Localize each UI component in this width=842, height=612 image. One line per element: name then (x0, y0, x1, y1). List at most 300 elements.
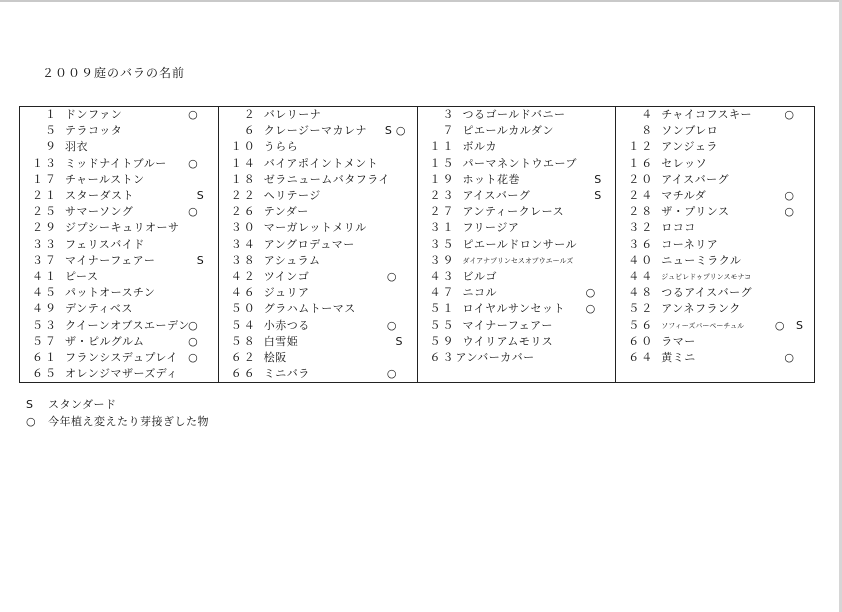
rose-mark: ○ (585, 286, 596, 300)
table-cell (616, 285, 815, 301)
rose-mark: ○ (784, 108, 794, 122)
table-cell (218, 350, 417, 366)
rose-mark: ○ (188, 350, 198, 364)
rose-entry (616, 285, 814, 301)
rose-name: パットオースチン (65, 286, 156, 300)
rose-name: マイナーフェアー (65, 253, 156, 267)
rose-mark: S (196, 189, 204, 203)
rose-number: ３８ (230, 253, 257, 267)
table-cell (20, 350, 219, 366)
table-cell (20, 107, 219, 124)
rose-mark: S (594, 172, 602, 186)
rose-mark: ○ (386, 367, 397, 381)
rose-entry (616, 301, 814, 317)
rose-name: 小赤つる (263, 318, 310, 332)
rose-mark: S (196, 253, 204, 267)
rose-name: フランシスデュプレイ (65, 350, 178, 364)
rose-name: 黄ミニ (661, 350, 696, 364)
rose-number: ９ (45, 140, 58, 154)
table-cell (417, 220, 616, 236)
table-cell (20, 237, 219, 253)
table-cell (20, 139, 219, 155)
rose-entry (616, 204, 814, 220)
rose-number: ２６ (230, 205, 257, 219)
rose-entry (219, 107, 417, 123)
table-row (20, 220, 815, 236)
rose-name: ウイリアムモリス (462, 334, 554, 348)
rose-name: ヘリテージ (263, 189, 321, 203)
table-cell (218, 156, 417, 172)
rose-entry (219, 220, 417, 236)
rose-name: ピエールドロンサール (462, 237, 578, 251)
table-cell (616, 350, 815, 366)
rose-name: ロイヤルサンセット (462, 302, 566, 316)
rose-entry (219, 301, 417, 317)
rose-entry (219, 269, 417, 285)
rose-number: ５０ (230, 302, 257, 316)
rose-name: アイスバーグ (661, 172, 730, 186)
rose-entry (418, 172, 616, 188)
table-row (20, 366, 815, 383)
rose-entry (219, 285, 417, 301)
table-row (20, 269, 815, 285)
rose-name: マーガレットメリル (263, 221, 367, 235)
rose-number: １６ (628, 156, 655, 170)
table-cell (616, 334, 815, 350)
rose-name: パーマネントウエーブ (462, 156, 577, 170)
rose-mark: S (594, 189, 602, 203)
table-cell (616, 269, 815, 285)
table-cell (417, 366, 616, 383)
table-row (20, 237, 815, 253)
rose-entry (20, 204, 218, 220)
rose-number: １３ (32, 156, 58, 170)
rose-number: １９ (429, 172, 456, 186)
rose-number: ３９ (429, 253, 456, 267)
rose-entry (219, 334, 417, 350)
rose-name: ツインゴ (263, 269, 310, 283)
rose-name: バイアポイントメント (263, 156, 379, 170)
table-cell (616, 317, 815, 333)
rose-name: ザ・プリンス (661, 205, 730, 219)
rose-entry (219, 253, 417, 269)
rose-name: ジュビレドゥプリンスモナコ (661, 272, 752, 281)
legend-symbol: S (26, 398, 34, 411)
rose-number: ４ (641, 108, 655, 122)
rose-name: ミッドナイトブルー (65, 156, 167, 170)
table-cell (20, 220, 219, 236)
rose-entry (418, 220, 616, 236)
table-cell (20, 366, 219, 383)
rose-name: ニコル (462, 286, 497, 300)
rose-entry (418, 237, 616, 253)
rose-entry (20, 366, 218, 382)
rose-name: ロココ (661, 221, 696, 235)
rose-name: ジプシーキュリオーサ (65, 221, 180, 235)
rose-name: ニューミラクル (661, 253, 742, 267)
rose-number: ４８ (628, 286, 655, 300)
rose-number: ５９ (429, 334, 456, 348)
table-row (20, 285, 815, 301)
rose-entry (20, 285, 218, 301)
rose-mark: ○ (188, 108, 198, 122)
rose-number: １８ (230, 172, 257, 186)
table-cell (20, 334, 219, 350)
rose-mark: ○ (784, 205, 794, 219)
rose-name: ゼラニュームバタフライ (263, 172, 390, 186)
rose-name: セレッソ (661, 156, 708, 170)
table-row (20, 253, 815, 269)
rose-name: フェリスバイド (65, 237, 145, 251)
rose-number: ２９ (32, 221, 58, 235)
table-cell (417, 204, 616, 220)
rose-number: ２２ (230, 189, 257, 203)
table-cell (417, 107, 616, 124)
rose-entry (219, 139, 417, 155)
rose-name: チャイコフスキー (661, 108, 753, 122)
rose-number: ５１ (429, 302, 456, 316)
table-cell (616, 301, 815, 317)
legend-item-replanted (26, 413, 209, 429)
table-cell (616, 139, 815, 155)
rose-number: ３ (442, 108, 456, 122)
rose-number: ５ (45, 124, 58, 138)
table-cell (616, 204, 815, 220)
rose-entry (616, 269, 814, 285)
table-cell (616, 237, 815, 253)
table-row (20, 172, 815, 188)
table-cell (616, 123, 815, 139)
rose-name: バレリーナ (263, 108, 322, 122)
rose-entry (616, 318, 814, 334)
rose-number: １ (45, 108, 58, 122)
rose-name: ピエールカルダン (462, 124, 554, 138)
rose-name: デンティベス (65, 302, 133, 316)
rose-number: １５ (429, 156, 456, 170)
table-cell (218, 123, 417, 139)
rose-entry (219, 204, 417, 220)
table-cell (417, 123, 616, 139)
legend-text: 今年植え変えたり芽接ぎした物 (48, 415, 209, 428)
rose-entry (20, 269, 218, 285)
table-row (20, 139, 815, 155)
rose-number: ６ (243, 124, 257, 138)
rose-name: ザ・ピルグルム (65, 334, 145, 348)
rose-number: ７ (442, 124, 456, 138)
rose-mark: ○ (386, 269, 397, 283)
rose-entry (418, 253, 616, 269)
table-row (20, 188, 815, 204)
rose-number: ６６ (230, 367, 257, 381)
rose-mark: ○ S (774, 318, 807, 332)
table-row (20, 317, 815, 333)
table-cell (417, 269, 616, 285)
table-cell (218, 269, 417, 285)
table-cell (20, 301, 219, 317)
rose-entry (616, 253, 814, 269)
rose-number: ４６ (230, 286, 257, 300)
rose-number: ２１ (32, 189, 58, 203)
table-cell (417, 139, 616, 155)
table-cell (20, 317, 219, 333)
rose-number: ３３ (32, 237, 58, 251)
rose-number: ６４ (628, 350, 655, 364)
rose-number: ４９ (32, 302, 58, 316)
table-row (20, 204, 815, 220)
rose-number: ３５ (429, 237, 456, 251)
rose-name: グラハムトーマス (263, 302, 356, 316)
table-cell (218, 188, 417, 204)
table-row (20, 123, 815, 139)
rose-number: ５８ (230, 334, 257, 348)
rose-name: ラマー (661, 334, 696, 348)
table-cell (218, 285, 417, 301)
rose-name: ドンファン (65, 108, 123, 122)
rose-name: アンバーカバー (455, 350, 535, 364)
table-cell (218, 139, 417, 155)
rose-number: ３７ (32, 253, 58, 267)
rose-entry (20, 318, 218, 334)
table-row (20, 156, 815, 172)
rose-entry (20, 139, 218, 155)
table-cell (417, 188, 616, 204)
rose-entry (20, 156, 218, 172)
table-cell (20, 188, 219, 204)
rose-name: うらら (263, 140, 299, 154)
rose-number: １０ (230, 140, 257, 154)
rose-number: ６３ (429, 350, 456, 364)
rose-number: ４４ (628, 269, 655, 283)
rose-name: クイーンオブスエーデン (65, 318, 190, 332)
rose-mark: S (395, 334, 403, 348)
rose-entry (616, 188, 814, 204)
rose-name: アングロデュマー (263, 237, 355, 251)
table-cell (417, 237, 616, 253)
rose-mark: ○ (188, 334, 198, 348)
rose-number: ２３ (429, 189, 456, 203)
table-cell (417, 301, 616, 317)
table-cell (218, 317, 417, 333)
rose-number: １７ (32, 172, 58, 186)
table-cell (218, 107, 417, 124)
rose-entry (20, 350, 218, 366)
table-row (20, 301, 815, 317)
rose-name: マチルダ (661, 189, 707, 203)
table-cell (218, 237, 417, 253)
rose-entry (616, 237, 814, 253)
rose-entry (418, 188, 616, 204)
rose-number: ２４ (628, 189, 655, 203)
rose-number: ６１ (32, 350, 58, 364)
table-cell (417, 334, 616, 350)
table-cell (218, 204, 417, 220)
rose-number: ５７ (32, 334, 58, 348)
rose-entry (616, 334, 814, 350)
rose-mark: ○ (784, 189, 794, 203)
rose-name: オレンジマザーズディ (65, 367, 178, 381)
rose-name: サマーソング (65, 205, 134, 219)
rose-number: ６２ (230, 350, 257, 364)
rose-name: テンダー (263, 205, 309, 219)
rose-number: １２ (628, 140, 655, 154)
table-cell (616, 156, 815, 172)
rose-number: ４３ (429, 269, 456, 283)
rose-name: 白雪姫 (263, 334, 299, 348)
rose-entry (418, 123, 616, 139)
rose-name: ソンブレロ (661, 124, 719, 138)
table-cell (616, 220, 815, 236)
rose-entry (616, 172, 814, 188)
rose-entry (219, 172, 417, 188)
rose-entry (219, 237, 417, 253)
rose-mark: ○ (188, 318, 198, 332)
rose-name: つるアイスバーグ (661, 286, 753, 300)
rose-entry (418, 269, 616, 285)
rose-entry (20, 172, 218, 188)
rose-entry (616, 156, 814, 172)
rose-number: １４ (230, 156, 257, 170)
rose-mark: ○ (188, 156, 198, 170)
rose-name: テラコッタ (65, 124, 123, 138)
rose-entry (20, 334, 218, 350)
rose-number: ５４ (230, 318, 257, 332)
rose-number: ３４ (230, 237, 257, 251)
rose-name: つるゴールドバニー (462, 108, 566, 122)
table-cell (218, 366, 417, 383)
rose-name: ボルカ (462, 140, 497, 154)
table-cell (218, 253, 417, 269)
rose-entry (20, 220, 218, 236)
table-cell (616, 253, 815, 269)
table-row (20, 107, 815, 124)
table-cell (417, 156, 616, 172)
rose-name: アシュラム (263, 253, 321, 267)
rose-number: ３６ (628, 237, 655, 251)
rose-entry (616, 107, 814, 123)
rose-name: ホット花巻 (462, 172, 520, 186)
rose-entry (418, 366, 616, 382)
rose-name: ダイアナプリンセスオブウエールズ (462, 256, 574, 265)
table-cell (417, 172, 616, 188)
table-cell (417, 285, 616, 301)
rose-name: フリージア (462, 221, 520, 235)
rose-entry (616, 220, 814, 236)
table-cell (20, 285, 219, 301)
rose-name: アンティークレース (462, 205, 565, 219)
rose-number: ５３ (32, 318, 58, 332)
rose-entry (20, 123, 218, 139)
table-cell (417, 253, 616, 269)
rose-mark: S○ (384, 124, 410, 138)
rose-number: ４７ (429, 286, 456, 300)
rose-entry (418, 204, 616, 220)
page-title: ２００９庭のバラの名前 (42, 66, 186, 80)
rose-entry (20, 188, 218, 204)
legend-symbol: ○ (26, 415, 37, 428)
rose-name: ピース (65, 269, 99, 283)
rose-number: ３０ (230, 221, 257, 235)
rose-number: ６０ (628, 334, 655, 348)
rose-name: チャールストン (65, 172, 145, 186)
rose-name: ソフィーズパーペーチュル (661, 321, 745, 330)
rose-name: アイスバーグ (462, 189, 531, 203)
rose-entry (20, 301, 218, 317)
table-cell (616, 188, 815, 204)
rose-number: ５２ (628, 302, 655, 316)
rose-name: 桧阪 (263, 350, 287, 364)
rose-entry (20, 237, 218, 253)
rose-entry (20, 253, 218, 269)
rose-number: ２５ (32, 205, 58, 219)
table-cell (218, 172, 417, 188)
table-cell (417, 317, 616, 333)
rose-entry (418, 285, 616, 301)
rose-number: ２７ (429, 205, 456, 219)
table-cell (616, 366, 815, 383)
rose-number: ６５ (32, 367, 58, 381)
table-cell (20, 123, 219, 139)
rose-name: アンジェラ (661, 140, 718, 154)
rose-entry (616, 139, 814, 155)
rose-number: ４１ (32, 269, 58, 283)
rose-entry (219, 366, 417, 382)
rose-entry (616, 123, 814, 139)
rose-entry (418, 318, 616, 334)
rose-number: ３１ (429, 221, 456, 235)
rose-mark: ○ (585, 302, 596, 316)
rose-name: コーネリア (661, 237, 719, 251)
rose-entry (418, 139, 616, 155)
rose-name: ミニバラ (263, 367, 310, 381)
rose-number: ２８ (628, 205, 655, 219)
legend-text: スタンダード (48, 398, 117, 411)
table-cell (616, 172, 815, 188)
rose-mark: ○ (188, 205, 198, 219)
rose-entry (418, 156, 616, 172)
rose-name: ジュリア (263, 286, 310, 300)
rose-name: クレージーマカレナ (263, 124, 368, 138)
rose-number: ５６ (628, 318, 655, 332)
table-cell (218, 334, 417, 350)
rose-mark: ○ (784, 350, 794, 364)
rose-name: 羽衣 (65, 140, 88, 154)
rose-number: ４０ (628, 253, 655, 267)
table-cell (417, 350, 616, 366)
rose-entry (20, 107, 218, 123)
rose-entry (219, 123, 417, 139)
table-cell (20, 172, 219, 188)
rose-name: スターダスト (65, 189, 134, 203)
rose-mark: ○ (386, 318, 397, 332)
table-cell (20, 204, 219, 220)
rose-number: ８ (641, 124, 655, 138)
rose-entry (219, 318, 417, 334)
rose-number: ２０ (628, 172, 655, 186)
legend-item-standard (26, 396, 117, 412)
rose-entry (418, 301, 616, 317)
rose-number: ２ (243, 108, 257, 122)
rose-name: マイナーフェアー (462, 318, 553, 332)
table-cell (20, 269, 219, 285)
rose-entry (418, 334, 616, 350)
rose-number: ５５ (429, 318, 456, 332)
rose-name: ビルゴ (462, 269, 497, 283)
rose-entry (219, 156, 417, 172)
rose-number: ４５ (32, 286, 58, 300)
rose-entry (418, 107, 616, 123)
rose-number: ４２ (230, 269, 257, 283)
table-cell (616, 107, 815, 124)
